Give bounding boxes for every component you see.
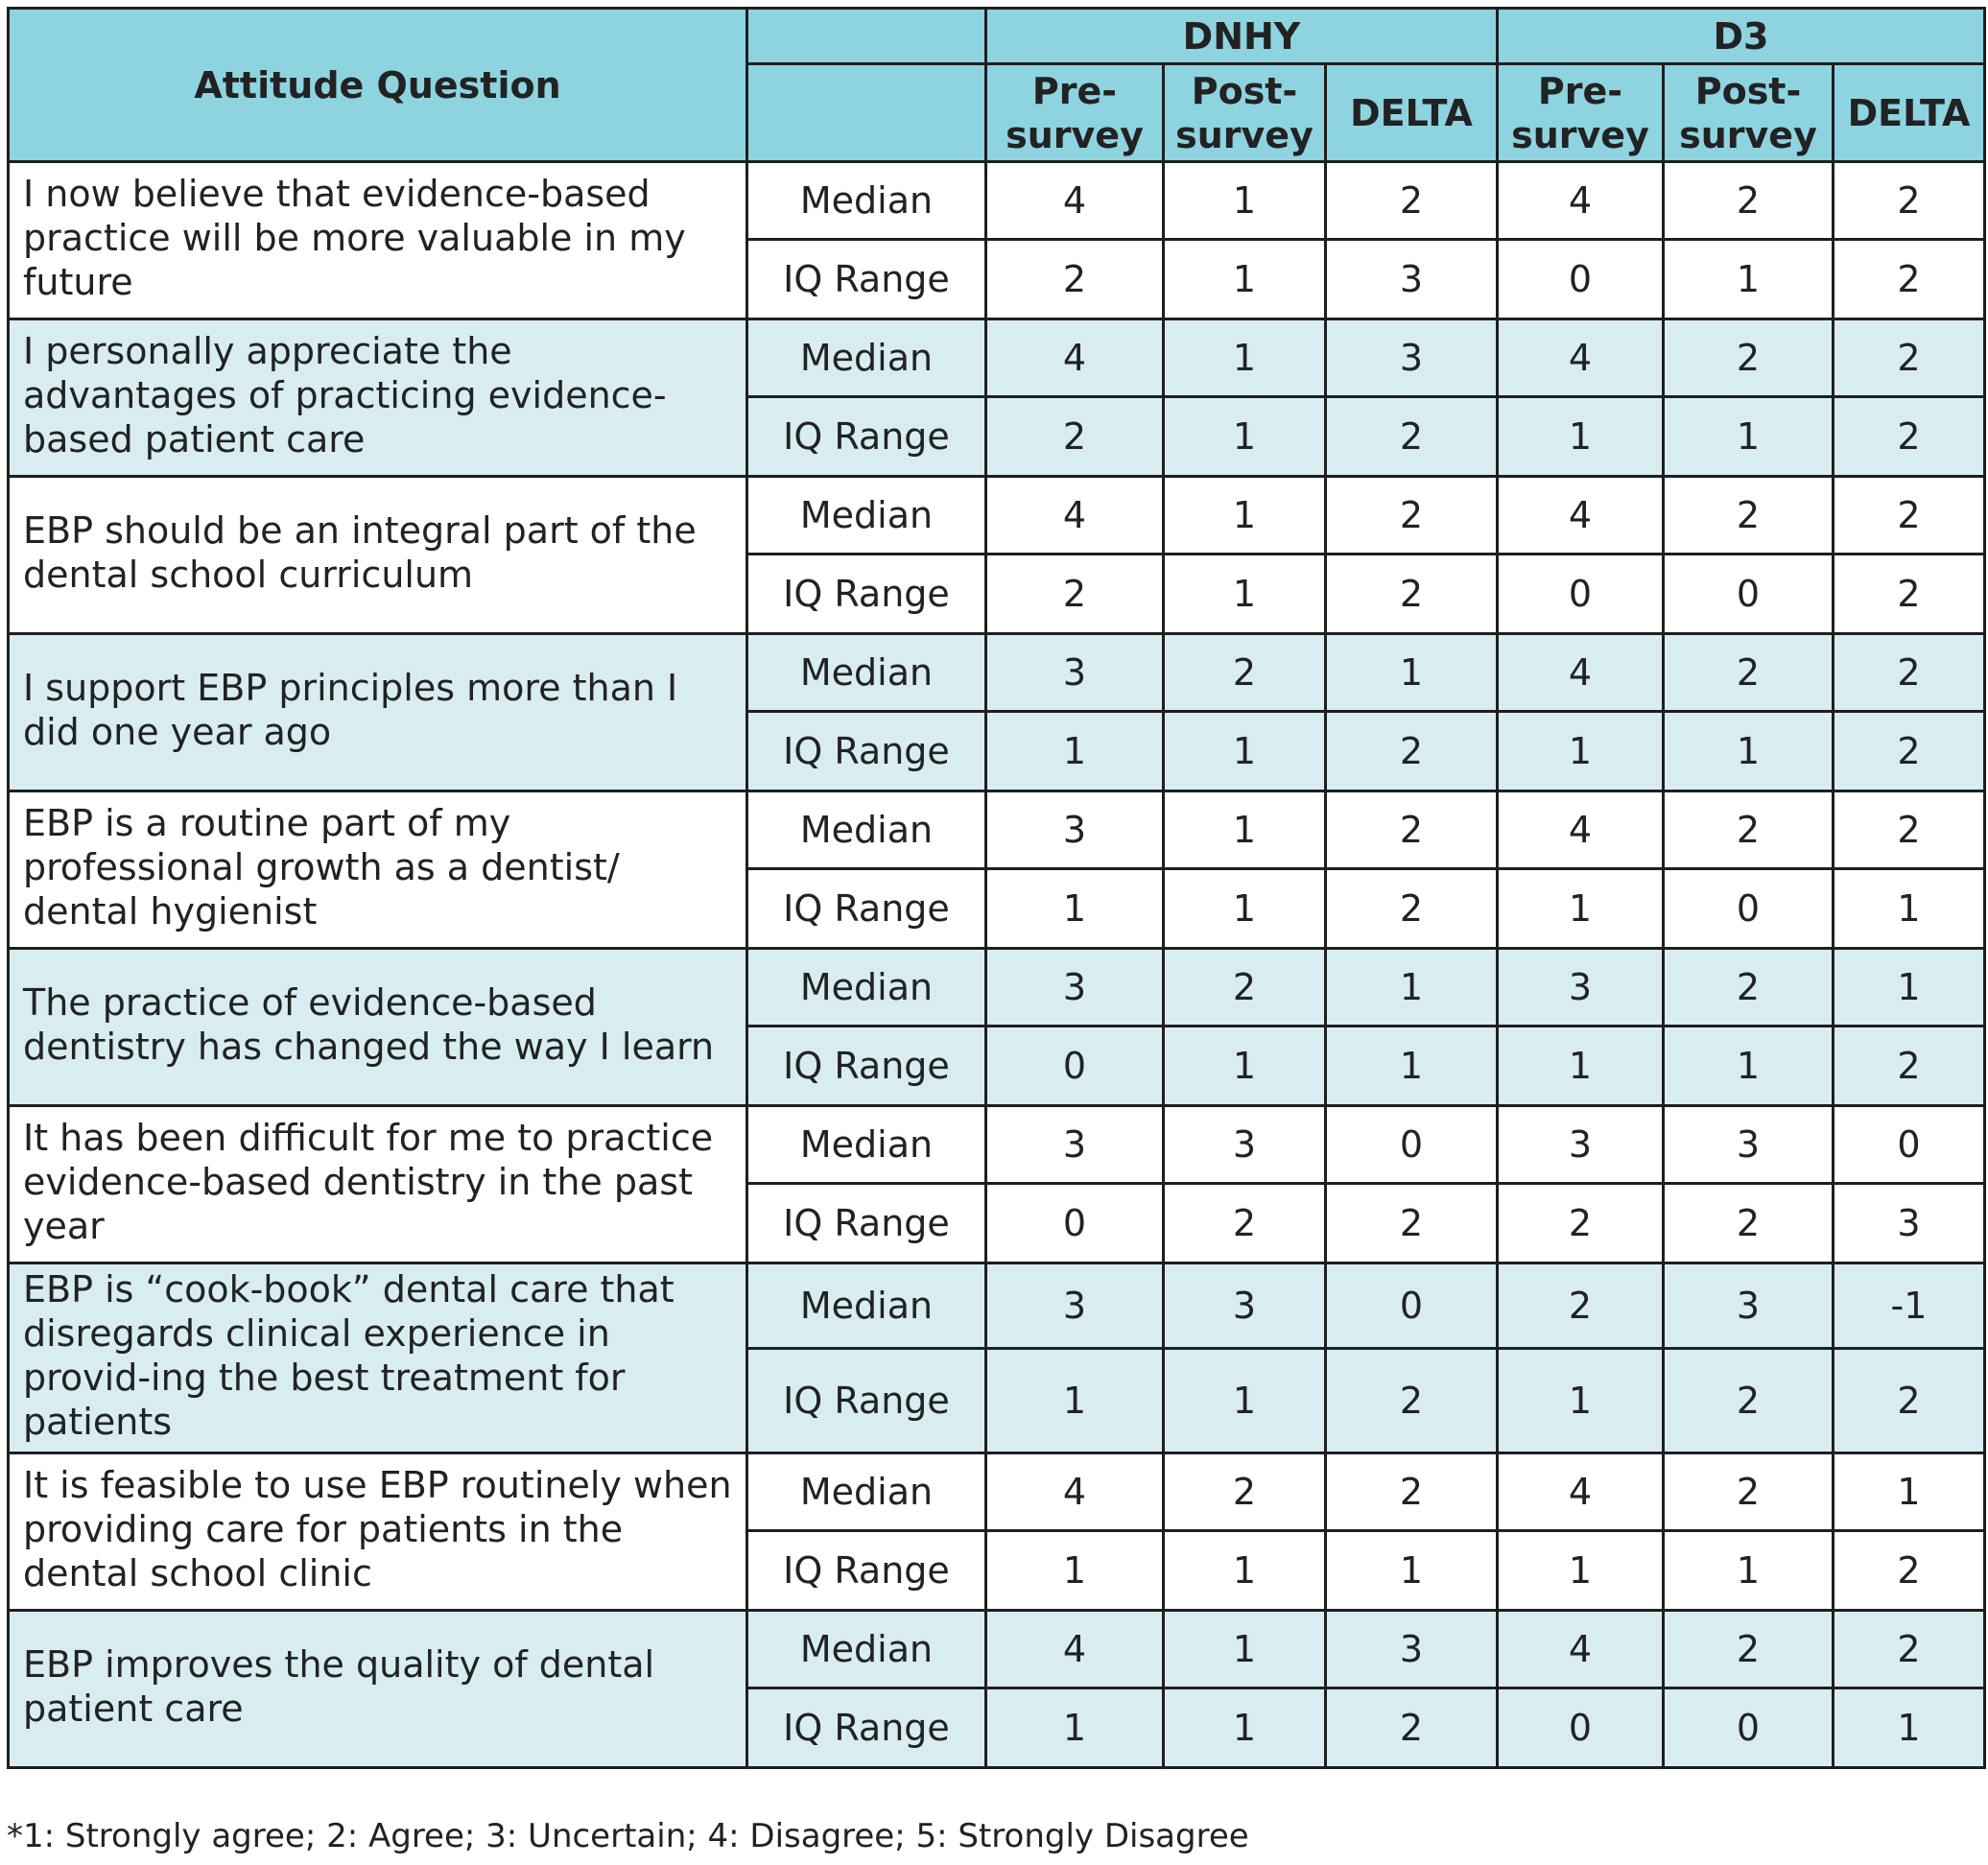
iq-range-value-cell: 1 bbox=[1326, 1027, 1498, 1106]
iq-range-value-cell: 1 bbox=[1164, 1349, 1326, 1453]
median-value-cell: 3 bbox=[1326, 1611, 1498, 1688]
iq-range-value-cell: 1 bbox=[1664, 397, 1834, 477]
iq-range-value-cell: 1 bbox=[1164, 240, 1326, 319]
iq-range-value-cell: 2 bbox=[986, 397, 1164, 477]
median-value-cell: 1 bbox=[1164, 162, 1326, 240]
table-row bbox=[9, 1453, 1985, 1531]
median-value-cell: 1 bbox=[1326, 634, 1498, 712]
iq-range-value-cell: 1 bbox=[1326, 1531, 1498, 1611]
stat-label-iq-range: IQ Range bbox=[747, 1349, 986, 1453]
median-value-cell: 2 bbox=[1834, 477, 1985, 555]
stat-label-median: Median bbox=[747, 949, 986, 1027]
median-value-cell: 4 bbox=[986, 1611, 1164, 1688]
iq-range-value-cell: 2 bbox=[1326, 1349, 1498, 1453]
iq-range-value-cell: 1 bbox=[1164, 1027, 1326, 1106]
table-body bbox=[9, 162, 1985, 1768]
iq-range-value-cell: 2 bbox=[1834, 240, 1985, 319]
median-value-cell: 2 bbox=[1834, 634, 1985, 712]
header-blank-bottom bbox=[747, 64, 986, 162]
header-group-d3: D3 bbox=[1498, 9, 1985, 64]
median-value-cell: 4 bbox=[1498, 319, 1664, 397]
iq-range-value-cell: 1 bbox=[1664, 240, 1834, 319]
median-value-cell: 1 bbox=[1326, 949, 1498, 1027]
table-row bbox=[9, 1106, 1985, 1184]
median-value-cell: 3 bbox=[986, 1106, 1164, 1184]
median-value-cell: 0 bbox=[1326, 1263, 1498, 1349]
iq-range-value-cell: 2 bbox=[1834, 712, 1985, 791]
header-dnhy-post-survey: Post- survey bbox=[1164, 64, 1326, 162]
median-value-cell: 2 bbox=[1664, 162, 1834, 240]
table-row bbox=[9, 1611, 1985, 1688]
median-value-cell: 3 bbox=[1498, 949, 1664, 1027]
iq-range-value-cell: 2 bbox=[1834, 397, 1985, 477]
median-value-cell: 4 bbox=[986, 1453, 1164, 1531]
median-value-cell: 1 bbox=[1164, 1611, 1326, 1688]
stat-label-median: Median bbox=[747, 1263, 986, 1349]
iq-range-value-cell: 1 bbox=[1164, 397, 1326, 477]
table-row bbox=[9, 949, 1985, 1027]
stat-label-iq-range: IQ Range bbox=[747, 1688, 986, 1768]
table-row bbox=[9, 1263, 1985, 1349]
iq-range-value-cell: 2 bbox=[1326, 1688, 1498, 1768]
iq-range-value-cell: 1 bbox=[1164, 712, 1326, 791]
stat-label-iq-range: IQ Range bbox=[747, 1531, 986, 1611]
header-group-dnhy: DNHY bbox=[986, 9, 1498, 64]
median-value-cell: 1 bbox=[1164, 477, 1326, 555]
stat-label-median: Median bbox=[747, 1106, 986, 1184]
iq-range-value-cell: 0 bbox=[1664, 1688, 1834, 1768]
iq-range-value-cell: 0 bbox=[1498, 240, 1664, 319]
header-attitude-question: Attitude Question bbox=[9, 9, 747, 162]
question-cell: EBP improves the quality of dental patient care bbox=[9, 1611, 747, 1768]
iq-range-value-cell: 0 bbox=[1664, 555, 1834, 634]
iq-range-value-cell: 1 bbox=[986, 1688, 1164, 1768]
iq-range-value-cell: 1 bbox=[986, 1531, 1164, 1611]
median-value-cell: 2 bbox=[1664, 1611, 1834, 1688]
median-value-cell: 3 bbox=[1164, 1106, 1326, 1184]
attitude-survey-table bbox=[7, 7, 1986, 1769]
table-row bbox=[9, 791, 1985, 869]
median-value-cell: 1 bbox=[1164, 791, 1326, 869]
question-cell: It has been difficult for me to practice evidence-based dentistry in the past year bbox=[9, 1106, 747, 1263]
table-row bbox=[9, 634, 1985, 712]
median-value-cell: 1 bbox=[1834, 949, 1985, 1027]
iq-range-value-cell: 2 bbox=[1834, 555, 1985, 634]
iq-range-value-cell: 1 bbox=[1664, 712, 1834, 791]
question-cell: EBP is a routine part of my professional growth as a dentist/ dental hygienist bbox=[9, 791, 747, 949]
iq-range-value-cell: 1 bbox=[1164, 869, 1326, 949]
iq-range-value-cell: 2 bbox=[1326, 869, 1498, 949]
header-d3-delta: DELTA bbox=[1834, 64, 1985, 162]
stat-label-median: Median bbox=[747, 1453, 986, 1531]
stat-label-median: Median bbox=[747, 791, 986, 869]
median-value-cell: 2 bbox=[1326, 162, 1498, 240]
median-value-cell: 2 bbox=[1326, 791, 1498, 869]
iq-range-value-cell: 1 bbox=[1164, 555, 1326, 634]
iq-range-value-cell: 2 bbox=[1834, 1027, 1985, 1106]
stat-label-iq-range: IQ Range bbox=[747, 240, 986, 319]
median-value-cell: 2 bbox=[1664, 319, 1834, 397]
iq-range-value-cell: 1 bbox=[1164, 1531, 1326, 1611]
header-blank-top bbox=[747, 9, 986, 64]
iq-range-value-cell: 2 bbox=[1326, 397, 1498, 477]
iq-range-value-cell: 2 bbox=[1834, 1349, 1985, 1453]
median-value-cell: 4 bbox=[1498, 634, 1664, 712]
question-cell: I now believe that evidence-based practice will be more valuable in my future bbox=[9, 162, 747, 319]
median-value-cell: 3 bbox=[986, 634, 1164, 712]
iq-range-value-cell: 2 bbox=[1326, 1184, 1498, 1263]
iq-range-value-cell: 2 bbox=[1326, 712, 1498, 791]
median-value-cell: 2 bbox=[1164, 1453, 1326, 1531]
median-value-cell: 4 bbox=[986, 477, 1164, 555]
iq-range-value-cell: 1 bbox=[1498, 1349, 1664, 1453]
header-d3-post-survey: Post- survey bbox=[1664, 64, 1834, 162]
iq-range-value-cell: 1 bbox=[1498, 712, 1664, 791]
median-value-cell: 3 bbox=[1664, 1106, 1834, 1184]
question-cell: The practice of evidence-based dentistry has changed the way I learn bbox=[9, 949, 747, 1106]
iq-range-value-cell: 2 bbox=[986, 240, 1164, 319]
iq-range-value-cell: 3 bbox=[1326, 240, 1498, 319]
median-value-cell: 1 bbox=[1834, 1453, 1985, 1531]
median-value-cell: 2 bbox=[1498, 1263, 1664, 1349]
iq-range-value-cell: 0 bbox=[1498, 1688, 1664, 1768]
iq-range-value-cell: 1 bbox=[1498, 397, 1664, 477]
median-value-cell: 2 bbox=[1664, 949, 1834, 1027]
iq-range-value-cell: 2 bbox=[1326, 555, 1498, 634]
iq-range-value-cell: 3 bbox=[1834, 1184, 1985, 1263]
median-value-cell: 0 bbox=[1834, 1106, 1985, 1184]
median-value-cell: 2 bbox=[1326, 477, 1498, 555]
stat-label-iq-range: IQ Range bbox=[747, 397, 986, 477]
iq-range-value-cell: 2 bbox=[1664, 1184, 1834, 1263]
stat-label-median: Median bbox=[747, 162, 986, 240]
iq-range-value-cell: 1 bbox=[1664, 1531, 1834, 1611]
median-value-cell: 1 bbox=[1164, 319, 1326, 397]
iq-range-value-cell: 1 bbox=[1834, 869, 1985, 949]
table-row bbox=[9, 319, 1985, 397]
median-value-cell: 3 bbox=[986, 791, 1164, 869]
iq-range-value-cell: 1 bbox=[1164, 1688, 1326, 1768]
iq-range-value-cell: 1 bbox=[1498, 869, 1664, 949]
median-value-cell: 4 bbox=[1498, 477, 1664, 555]
iq-range-value-cell: 1 bbox=[1664, 1027, 1834, 1106]
median-value-cell: 2 bbox=[1834, 162, 1985, 240]
iq-range-value-cell: 1 bbox=[1834, 1688, 1985, 1768]
question-cell: EBP is “cook-book” dental care that disregards clinical experience in provid-ing the best treatment for patients bbox=[9, 1263, 747, 1453]
stat-label-iq-range: IQ Range bbox=[747, 555, 986, 634]
stat-label-median: Median bbox=[747, 319, 986, 397]
stat-label-iq-range: IQ Range bbox=[747, 1027, 986, 1106]
iq-range-value-cell: 2 bbox=[1664, 1349, 1834, 1453]
median-value-cell: 2 bbox=[1164, 634, 1326, 712]
median-value-cell: 2 bbox=[1664, 477, 1834, 555]
iq-range-value-cell: 2 bbox=[1164, 1184, 1326, 1263]
stat-label-iq-range: IQ Range bbox=[747, 869, 986, 949]
median-value-cell: -1 bbox=[1834, 1263, 1985, 1349]
median-value-cell: 2 bbox=[1664, 1453, 1834, 1531]
median-value-cell: 2 bbox=[1326, 1453, 1498, 1531]
median-value-cell: 2 bbox=[1834, 1611, 1985, 1688]
median-value-cell: 3 bbox=[1326, 319, 1498, 397]
table-row bbox=[9, 477, 1985, 555]
footnote: *1: Strongly agree; 2: Agree; 3: Uncertain; 4: Disagree; 5: Strongly Disagree bbox=[7, 1817, 1249, 1855]
question-cell: EBP should be an integral part of the dental school curriculum bbox=[9, 477, 747, 634]
median-value-cell: 2 bbox=[1664, 634, 1834, 712]
median-value-cell: 0 bbox=[1326, 1106, 1498, 1184]
median-value-cell: 4 bbox=[986, 319, 1164, 397]
question-cell: It is feasible to use EBP routinely when providing care for patients in the dental school clinic bbox=[9, 1453, 747, 1611]
iq-range-value-cell: 0 bbox=[986, 1184, 1164, 1263]
median-value-cell: 2 bbox=[1834, 319, 1985, 397]
median-value-cell: 3 bbox=[1664, 1263, 1834, 1349]
iq-range-value-cell: 0 bbox=[986, 1027, 1164, 1106]
table-row bbox=[9, 162, 1985, 240]
question-cell: I personally appreciate the advantages of practicing evidence-based patient care bbox=[9, 319, 747, 477]
iq-range-value-cell: 1 bbox=[1498, 1531, 1664, 1611]
iq-range-value-cell: 1 bbox=[986, 869, 1164, 949]
stat-label-iq-range: IQ Range bbox=[747, 712, 986, 791]
header-dnhy-pre-survey: Pre- survey bbox=[986, 64, 1164, 162]
median-value-cell: 3 bbox=[1164, 1263, 1326, 1349]
median-value-cell: 4 bbox=[1498, 791, 1664, 869]
header-dnhy-delta: DELTA bbox=[1326, 64, 1498, 162]
stat-label-median: Median bbox=[747, 477, 986, 555]
median-value-cell: 4 bbox=[1498, 1611, 1664, 1688]
median-value-cell: 2 bbox=[1164, 949, 1326, 1027]
stat-label-median: Median bbox=[747, 1611, 986, 1688]
iq-range-value-cell: 0 bbox=[1664, 869, 1834, 949]
stat-label-iq-range: IQ Range bbox=[747, 1184, 986, 1263]
iq-range-value-cell: 0 bbox=[1498, 555, 1664, 634]
header-d3-pre-survey: Pre- survey bbox=[1498, 64, 1664, 162]
stat-label-median: Median bbox=[747, 634, 986, 712]
iq-range-value-cell: 2 bbox=[1834, 1531, 1985, 1611]
median-value-cell: 4 bbox=[986, 162, 1164, 240]
iq-range-value-cell: 1 bbox=[986, 1349, 1164, 1453]
iq-range-value-cell: 2 bbox=[1498, 1184, 1664, 1263]
iq-range-value-cell: 1 bbox=[1498, 1027, 1664, 1106]
question-cell: I support EBP principles more than I did one year ago bbox=[9, 634, 747, 791]
median-value-cell: 4 bbox=[1498, 162, 1664, 240]
median-value-cell: 3 bbox=[986, 949, 1164, 1027]
median-value-cell: 2 bbox=[1834, 791, 1985, 869]
median-value-cell: 3 bbox=[986, 1263, 1164, 1349]
iq-range-value-cell: 2 bbox=[986, 555, 1164, 634]
median-value-cell: 2 bbox=[1664, 791, 1834, 869]
median-value-cell: 3 bbox=[1498, 1106, 1664, 1184]
median-value-cell: 4 bbox=[1498, 1453, 1664, 1531]
iq-range-value-cell: 1 bbox=[986, 712, 1164, 791]
